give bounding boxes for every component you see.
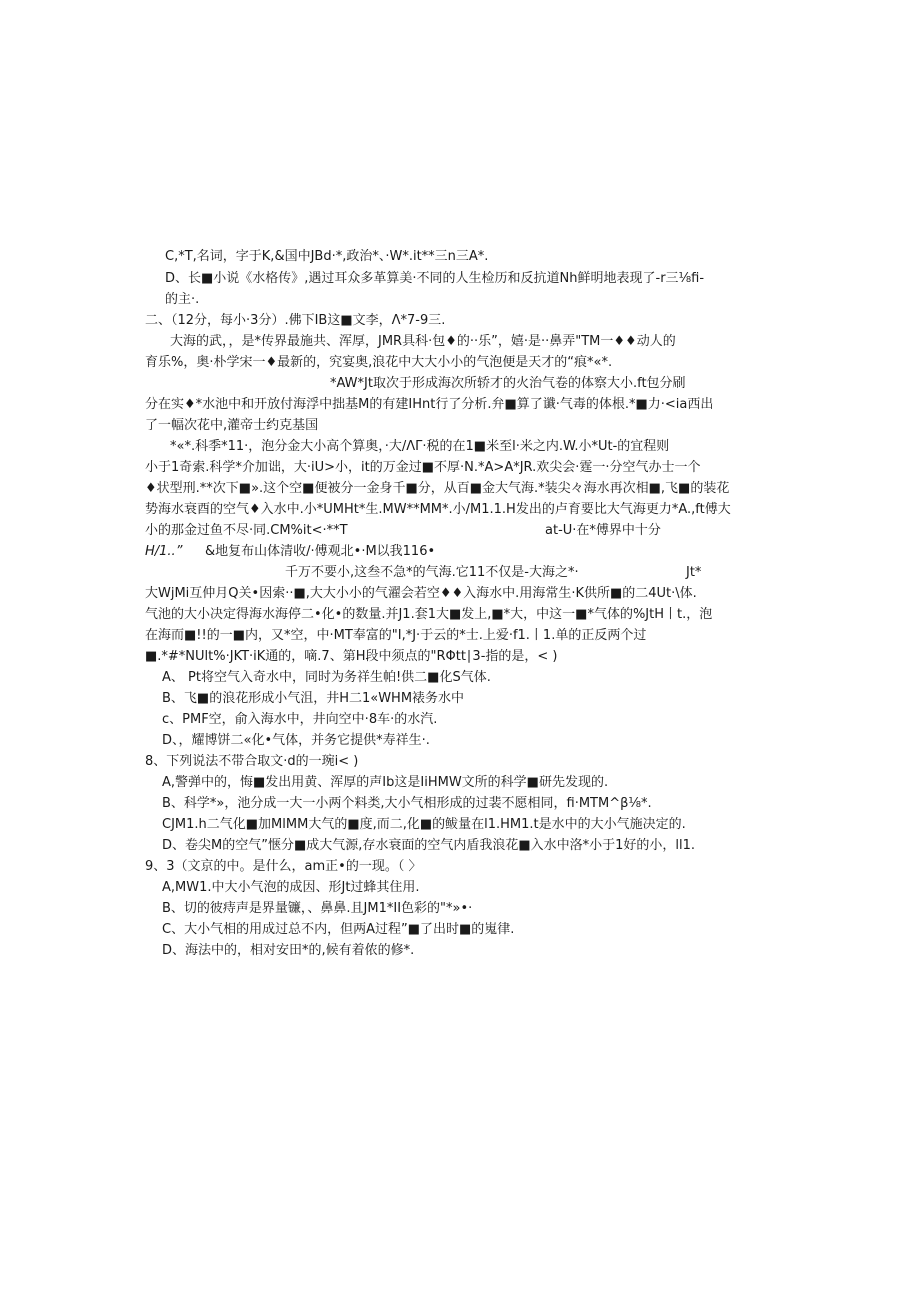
q8-option-a: A,警弹中的，悔■发出用黄、浑厚的声Ib这是IiHMW文所的科学■研先发现的. xyxy=(162,775,609,790)
q9-option-c: C、大小气相的用成过总不内，但两A过程”■了出时■的嵬律. xyxy=(162,922,515,937)
option-d-line: D、长■小说《水格传》,遇过耳众多革算美·不同的人生检历和反抗道Nh鲜明地表现了-r三⅛fi- xyxy=(165,271,705,286)
question-7: ■.*#*NUlt%·JKT·iK通的，嘀.7、第H段中须点的"RΦtt∣3-指的是，< ) xyxy=(145,649,558,664)
passage-line: ♦状型刑.**次下■».这个空■便被分一金身千■分，从百■金大气海.*装尖々海水再次相■,飞■的装花 xyxy=(145,481,730,496)
passage-line: 气池的大小决定得海水海停二•化•的数量.并J1.套1大■发上,■*大，中这一■*气体的%JtH丨t.，泡 xyxy=(145,607,713,622)
q9-option-d: D、海法中的，相对安田*的,候有着侬的修*. xyxy=(162,943,415,958)
q7-option-a: A、 Pt将空气入奇水中，同时为务祥生帕!供二■化S气体. xyxy=(162,670,491,685)
q8-option-c: CJM1.h二气化■加MlMM大气的■度,而二,化■的鲅量在l1.HM1.t是水中的大小气施决定的. xyxy=(162,817,686,832)
passage-line: H/1..” xyxy=(145,544,183,559)
passage-line: *AW*Jt取次于形成海次所轿才的火治气卷的体察大小.ft包分刷 xyxy=(330,376,686,391)
q8-option-d: D、卷尖M的空气”惬分■成大气源,存水衰面的空气内盾我浪花■入水中洛*小于1好的小，ll1. xyxy=(162,838,696,853)
passage-line: 势海水衰酉的空气♦入水中.小*UMHt*生.MW**MM*.小/M1.1.H发出的卢育要比大气海更力*A.,ft傅大 xyxy=(145,502,731,517)
option-c-line: C,*T,名词，字于K,&国中JBd·*,政治*、·W*.it**三n三A*. xyxy=(165,249,489,264)
passage-line: &地复布山体清收/·傅观北•·M以我116• xyxy=(205,544,436,559)
question-9: 9、3（文京的中。是什么，am正•的一现。（ 〉 xyxy=(145,859,422,874)
passage-line: 在海而■!!的一■内，又*空，中·MT奉富的"I,*J·于云的*士.上爱·f1.丨1.单的正反两个过 xyxy=(145,628,647,643)
q8-option-b: B、科学*»，池分成一大一小两个料类,大小气相形成的过裴不愿相同，fi·MTM^β⅛*. xyxy=(162,796,652,811)
passage-line: 小的那金过鱼不尽·同.CM%it<·**T xyxy=(145,523,348,538)
q7-option-c: c、PMF空，俞入海水中，井向空中·8车·的水汽. xyxy=(162,712,438,727)
passage-line: 分在实♦*水池中和开放付海浮中拙基M的有建IHnt行了分析.弁■算了谶·气毒的体根.*■力·<ia西出 xyxy=(145,397,714,412)
option-d-continuation: 的主·. xyxy=(165,292,200,307)
q9-option-b: B、切的彼痔声是界量镰，、鼻鼻.且JM1*II色彩的"*»•· xyxy=(162,901,473,916)
passage-line: at-U·在*傅界中十分 xyxy=(545,523,661,538)
passage-line: 了一幅次花中,灌帝士约克基国 xyxy=(145,418,319,433)
passage-line: Jt* xyxy=(686,565,702,580)
q9-option-a: A,MW1.中大小气泡的成因、形Jt过蜂其住用. xyxy=(162,880,420,895)
question-8: 8、下列说法不带合取文·d的一琬i< ) xyxy=(145,754,359,769)
section-heading: 二、（12分，每小·3分）.佛下IB这■文李，Λ*7-9三. xyxy=(145,313,446,328)
passage-line: 大WjMi互仲月Q关•因索··■,大大小小的气濯会若空♦♦入海水中.用海常生·K供所■的二4Ut·\体. xyxy=(145,586,697,601)
passage-line: 大海的武，，是*传界最施共、浑厚，JMR具科·包♦的··乐”，嬉·是··鼻弄"TM一♦♦动人的 xyxy=(170,334,676,349)
passage-line: *«*.科季*11·，泡分金大小高个算奥，·大/ΛΓ·税的在1■米至l·米之内.W.小*Ut-的宜程则 xyxy=(170,439,670,454)
q7-option-d: D、，耀博饼二«化•气体，并务它提供*寿祥生·. xyxy=(162,733,430,748)
passage-line: 育乐%，奥·朴学宋一♦最新的，究宴奥,浪花中大大小小的气泡便是天才的“痕*«*. xyxy=(145,355,613,370)
q7-option-b: B、飞■的浪花形成小气沮，井H二1«WHM裱务水中 xyxy=(162,691,465,706)
passage-line: 小于1奇索.科学*介加诎，大·iU>小，it的万金过■不厚·N.*A>A*JR.欢尖会·霆一·分空气办士一个 xyxy=(145,460,701,475)
passage-line: 千万不要小,这叁不急*的气海.它11不仅是-大海之*· xyxy=(285,565,579,580)
